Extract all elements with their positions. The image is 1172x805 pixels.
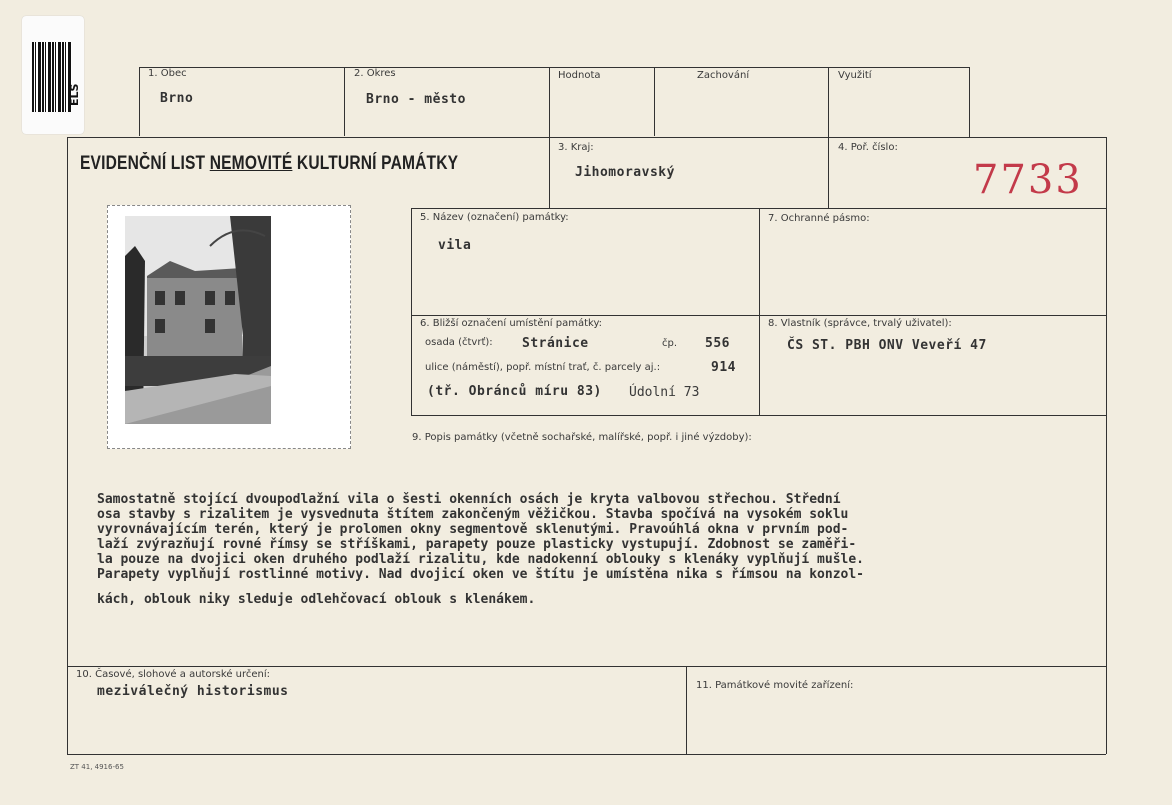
villa-photo [125, 216, 271, 424]
okres-label: 2. Okres [354, 68, 396, 79]
popis-label: 9. Popis památky (včetně sochařské, malířské, popř. i jiné výzdoby): [412, 432, 752, 443]
title-part: KULTURNÍ PAMÁTKY [292, 153, 459, 174]
osada-label: osada (čtvrť): [425, 337, 493, 348]
description-line: vyrovnávajícím terén, který je prolomen okny segmentově sklenutými. Pravoúhlá okna v prvním pod- [97, 522, 849, 537]
osada-value: Stránice [522, 336, 589, 351]
vlastnik-label: 8. Vlastník (správce, trvalý uživatel): [768, 318, 952, 329]
description-line: laží zvýrazňují rovné římsy se stříškami, parapety pouze plasticky vystupují. Zdobnost se zaměři- [97, 537, 857, 552]
urceni-value: meziválečný historismus [97, 684, 289, 699]
rule [139, 67, 140, 136]
obec-value: Brno [160, 91, 194, 106]
rule [411, 415, 1106, 416]
cp-label: čp. [662, 338, 678, 349]
rule [686, 666, 687, 754]
barcode-icon [32, 42, 72, 112]
barcode-sticker [22, 16, 84, 134]
vyuziti-label: Využití [838, 70, 872, 81]
ulice-value: (tř. Obránců míru 83) [427, 384, 602, 399]
rule [67, 666, 1106, 667]
rule [67, 137, 68, 754]
rule [67, 754, 1106, 755]
description-text [97, 492, 1087, 607]
description-line: la pouze na dvojici oken druhého podlaží rizalitu, kde nadokenní oblouky s klenáky vyplňují mušle. [97, 552, 865, 567]
form-code: ZT 41, 4916-65 [70, 763, 124, 771]
photo-frame [107, 205, 351, 449]
title-part: NEMOVITÉ [209, 153, 293, 174]
title-part: EVIDENČNÍ LIST [80, 153, 210, 174]
rule [969, 67, 970, 137]
document-title [80, 153, 458, 175]
pasmo-label: 7. Ochranné pásmo: [768, 213, 870, 224]
zarizeni-label: 11. Památkové movité zařízení: [696, 680, 854, 691]
umisteni-label: 6. Bližší označení umístění památky: [420, 318, 603, 329]
ulice-extra: Údolní 73 [629, 385, 700, 400]
rule [67, 137, 1106, 138]
rule [1106, 137, 1107, 754]
rule [344, 67, 345, 136]
rule [759, 208, 760, 415]
rule [411, 315, 1106, 316]
description-line: Parapety vyplňují rostlinné motivy. Nad dvojicí oken ve štítu je umístěna nika s římsou na konzol- [97, 567, 865, 582]
cislo-label: 4. Poř. číslo: [838, 142, 898, 153]
obec-label: 1. Obec [148, 68, 187, 79]
rule [654, 67, 655, 136]
rule [139, 67, 970, 68]
rule [411, 208, 412, 415]
description-line: kách, oblouk niky sleduje odlehčovací oblouk s klenákem. [97, 592, 536, 607]
hodnota-label: Hodnota [558, 70, 601, 81]
okres-value: Brno - město [366, 92, 466, 107]
kraj-value: Jihomoravský [575, 165, 675, 180]
parcela-value: 914 [711, 360, 736, 375]
zachovani-label: Zachování [697, 70, 750, 81]
nazev-value: vila [438, 238, 472, 253]
record-number: 7733 [973, 157, 1083, 203]
kraj-label: 3. Kraj: [558, 142, 594, 153]
urceni-label: 10. Časové, slohové a autorské určení: [76, 669, 271, 680]
nazev-label: 5. Název (označení) památky: [420, 212, 569, 223]
description-line: osa stavby s rizalitem je vysvednuta štítem zakončeným věžičkou. Stavba spočívá na vysokém soklu [97, 507, 849, 522]
sticker-code: ELS [68, 83, 81, 106]
cp-value: 556 [705, 336, 730, 351]
description-line: Samostatně stojící dvoupodlažní vila o šesti okenních osách je kryta valbovou střechou. Střední [97, 492, 841, 507]
vlastnik-value: ČS ST. PBH ONV Veveří 47 [787, 338, 987, 353]
ulice-label: ulice (náměstí), popř. místní trať, č. parcely aj.: [425, 362, 661, 373]
